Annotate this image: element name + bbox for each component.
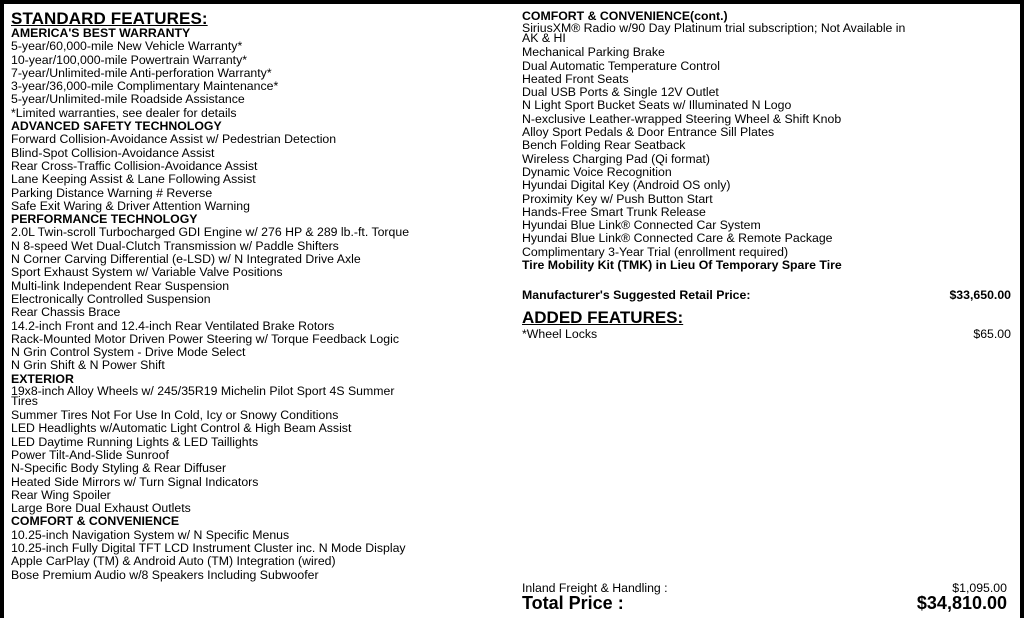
feature-item: Blind-Spot Collision-Avoidance Assist — [11, 145, 215, 160]
warranty-section — [11, 27, 501, 120]
feature-item: Rack-Mounted Motor Driven Power Steering w/ Torque Feedback Logic — [11, 331, 399, 346]
feature-item: Rear Cross-Traffic Collision-Avoidance Assist — [11, 158, 258, 173]
msrp-label: Manufacturer's Suggested Retail Price: — [522, 288, 751, 302]
feature-item: N-Specific Body Styling & Rear Diffuser — [11, 461, 227, 476]
performance-section — [11, 213, 501, 373]
feature-item: N Light Sport Bucket Seats w/ Illuminated N Logo — [522, 98, 792, 113]
feature-item: Power Tilt-And-Slide Sunroof — [11, 447, 169, 462]
feature-item: Dual USB Ports & Single 12V Outlet — [522, 85, 719, 100]
feature-item: N 8-speed Wet Dual-Clutch Transmission w/ Paddle Shifters — [11, 238, 339, 253]
standard-features-title: STANDARD FEATURES: — [11, 9, 208, 28]
section-heading: AMERICA'S BEST WARRANTY — [11, 26, 191, 40]
feature-item: Summer Tires Not For Use In Cold, Icy or Snowy Conditions — [11, 408, 339, 423]
section-heading: PERFORMANCE TECHNOLOGY — [11, 212, 198, 227]
feature-item: 7-year/Unlimited-mile Anti-perforation Warranty* — [11, 65, 272, 80]
section-heading: COMFORT & CONVENIENCE — [11, 514, 180, 529]
feature-item-siriusxm: SiriusXM® Radio w/90 Day Platinum trial subscription; Not Available in AK & HI — [522, 21, 906, 46]
freight-value: $1,095.00 — [952, 581, 1007, 595]
total-row — [522, 593, 1007, 613]
feature-item: Rear Chassis Brace — [11, 305, 121, 320]
total-value: $34,810.00 — [916, 593, 1007, 613]
added-features-title: ADDED FEATURES: — [522, 308, 684, 327]
feature-item: Dual Automatic Temperature Control — [522, 58, 720, 73]
feature-item: Parking Distance Warning # Reverse — [11, 185, 213, 200]
feature-item: N Grin Control System - Drive Mode Select — [11, 345, 246, 360]
feature-item: Hyundai Blue Link® Connected Car System — [522, 218, 761, 233]
feature-item: N-exclusive Leather-wrapped Steering Wheel & Shift Knob — [522, 111, 842, 126]
feature-item: 14.2-inch Front and 12.4-inch Rear Ventilated Brake Rotors — [11, 318, 335, 333]
feature-item: Forward Collision-Avoidance Assist w/ Pedestrian Detection — [11, 132, 337, 147]
comfort-section — [11, 515, 501, 581]
added-feature-price: $65.00 — [973, 327, 1011, 341]
section-heading: COMFORT & CONVENIENCE(cont.) — [522, 9, 728, 23]
comfort-continued-column — [522, 10, 1017, 272]
section-heading: ADVANCED SAFETY TECHNOLOGY — [11, 119, 222, 134]
feature-item: Apple CarPlay (TM) & Android Auto (TM) Integration (wired) — [11, 554, 336, 569]
feature-item: Safe Exit Waring & Driver Attention Warning — [11, 198, 250, 213]
feature-item: Hyundai Digital Key (Android OS only) — [522, 178, 731, 193]
feature-item: N Grin Shift & N Power Shift — [11, 358, 165, 373]
msrp-value: $33,650.00 — [949, 288, 1011, 302]
feature-item: 10.25-inch Navigation System w/ N Specific Menus — [11, 527, 290, 542]
feature-item: Hands-Free Smart Trunk Release — [522, 204, 706, 219]
feature-item: Hyundai Blue Link® Connected Care & Remote Package — [522, 231, 833, 246]
feature-item: Complimentary 3-Year Trial (enrollment required) — [522, 244, 789, 259]
feature-item: 5-year/Unlimited-mile Roadside Assistance — [11, 92, 245, 107]
feature-item: Dynamic Voice Recognition — [522, 164, 672, 179]
total-label: Total Price : — [522, 593, 624, 613]
feature-item: Large Bore Dual Exhaust Outlets — [11, 501, 191, 516]
feature-item: Heated Front Seats — [522, 71, 629, 86]
feature-item: LED Headlights w/Automatic Light Control & High Beam Assist — [11, 421, 352, 436]
feature-item: Rear Wing Spoiler — [11, 487, 111, 502]
section-heading: EXTERIOR — [11, 371, 74, 386]
feature-item: N Corner Carving Differential (e-LSD) w/ N Integrated Drive Axle — [11, 252, 361, 267]
added-feature-name: *Wheel Locks — [522, 327, 598, 341]
feature-item: Electronically Controlled Suspension — [11, 291, 211, 306]
feature-item: Bench Folding Rear Seatback — [522, 138, 686, 153]
standard-features-column — [11, 10, 501, 582]
feature-item: Wireless Charging Pad (Qi format) — [522, 151, 710, 166]
feature-item: Alloy Sport Pedals & Door Entrance Sill Plates — [522, 125, 775, 140]
feature-item: Lane Keeping Assist & Lane Following Assist — [11, 172, 256, 187]
msrp-row — [522, 288, 1011, 302]
feature-item: Sport Exhaust System w/ Variable Valve Positions — [11, 265, 283, 280]
feature-item: Multi-link Independent Rear Suspension — [11, 278, 230, 293]
feature-item-tire-mobility-kit: Tire Mobility Kit (TMK) in Lieu Of Temporary Spare Tire — [522, 258, 842, 273]
feature-item: Mechanical Parking Brake — [522, 45, 665, 60]
feature-item: 2.0L Twin-scroll Turbocharged GDI Engine w/ 276 HP & 289 lb.-ft. Torque — [11, 225, 410, 240]
exterior-section — [11, 373, 501, 516]
feature-item-wheels: 19x8-inch Alloy Wheels w/ 245/35R19 Michelin Pilot Sport 4S Summer Tires — [11, 384, 395, 409]
feature-item: 5-year/60,000-mile New Vehicle Warranty* — [11, 39, 243, 54]
feature-item: 3-year/36,000-mile Complimentary Maintenance* — [11, 79, 279, 94]
feature-item: Proximity Key w/ Push Button Start — [522, 191, 713, 206]
feature-item: Bose Premium Audio w/8 Speakers Including Subwoofer — [11, 567, 319, 582]
feature-item: LED Daytime Running Lights & LED Taillights — [11, 434, 259, 449]
feature-item: 10-year/100,000-mile Powertrain Warranty* — [11, 52, 248, 67]
feature-item: *Limited warranties, see dealer for details — [11, 105, 237, 120]
added-feature-row — [522, 327, 1011, 341]
feature-item: 10.25-inch Fully Digital TFT LCD Instrument Cluster inc. N Mode Display — [11, 540, 406, 555]
safety-section — [11, 120, 501, 213]
feature-item: Heated Side Mirrors w/ Turn Signal Indicators — [11, 474, 259, 489]
freight-label: Inland Freight & Handling : — [522, 581, 668, 595]
